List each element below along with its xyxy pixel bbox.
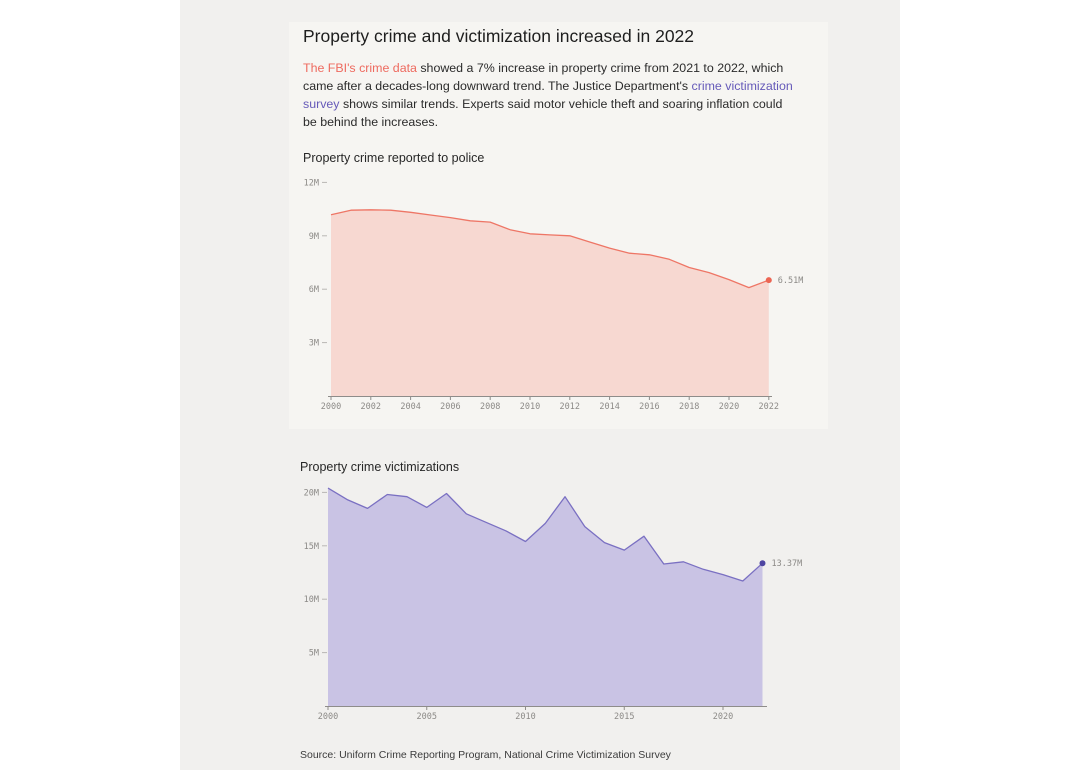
area-fill bbox=[328, 488, 763, 706]
x-tick-label: 2020 bbox=[712, 712, 734, 722]
x-tick-label: 2006 bbox=[440, 402, 461, 412]
x-tick-label: 2008 bbox=[479, 402, 501, 412]
end-value-label: 6.51M bbox=[777, 276, 804, 287]
intro-paragraph bbox=[303, 59, 795, 131]
intro-text-1: showed a 7% increase in property crime from 2021 to 2022, which came after a decades-long downward trend. The Justice Department's bbox=[303, 61, 784, 93]
x-tick-label: 2005 bbox=[416, 712, 437, 722]
end-value-label: 13.37M bbox=[771, 559, 803, 570]
crime-victimization-survey-link[interactable]: crime victimization survey bbox=[303, 79, 793, 111]
x-tick-label: 2022 bbox=[758, 402, 780, 412]
property-crime-reported-chart bbox=[300, 172, 810, 420]
x-tick-label: 2000 bbox=[317, 712, 339, 722]
end-point-dot bbox=[766, 277, 772, 283]
chart1-title: Property crime reported to police bbox=[303, 151, 485, 165]
y-tick-label: 6M bbox=[308, 285, 319, 296]
x-tick-label: 2020 bbox=[718, 402, 740, 412]
x-tick-label: 2010 bbox=[519, 402, 541, 412]
intro-text-2: shows similar trends. Experts said motor vehicle theft and soaring inflation could be behind the increases. bbox=[303, 97, 783, 129]
x-tick-label: 2002 bbox=[360, 402, 382, 412]
property-crime-victimizations-chart bbox=[300, 478, 812, 730]
y-tick-label: 20M bbox=[303, 488, 319, 499]
x-tick-label: 2016 bbox=[639, 402, 660, 412]
y-tick-label: 15M bbox=[303, 541, 319, 552]
source-note: Source: Uniform Crime Reporting Program, National Crime Victimization Survey bbox=[300, 749, 671, 761]
y-tick-label: 10M bbox=[303, 595, 319, 606]
area-fill bbox=[331, 210, 769, 396]
x-tick-label: 2012 bbox=[559, 402, 581, 412]
page-title: Property crime and victimization increased in 2022 bbox=[303, 26, 695, 46]
x-tick-label: 2018 bbox=[678, 402, 700, 412]
x-tick-label: 2014 bbox=[599, 402, 620, 412]
end-point-dot bbox=[760, 560, 766, 566]
x-tick-label: 2015 bbox=[614, 712, 635, 722]
x-tick-label: 2010 bbox=[515, 712, 536, 722]
y-tick-label: 3M bbox=[308, 338, 319, 349]
x-tick-label: 2000 bbox=[320, 402, 342, 412]
y-tick-label: 12M bbox=[303, 178, 319, 189]
y-tick-label: 9M bbox=[308, 231, 319, 242]
x-tick-label: 2004 bbox=[400, 402, 421, 412]
fbi-crime-data-link[interactable]: The FBI's crime data bbox=[303, 61, 417, 75]
chart2-title: Property crime victimizations bbox=[300, 460, 460, 474]
y-tick-label: 5M bbox=[308, 648, 319, 659]
